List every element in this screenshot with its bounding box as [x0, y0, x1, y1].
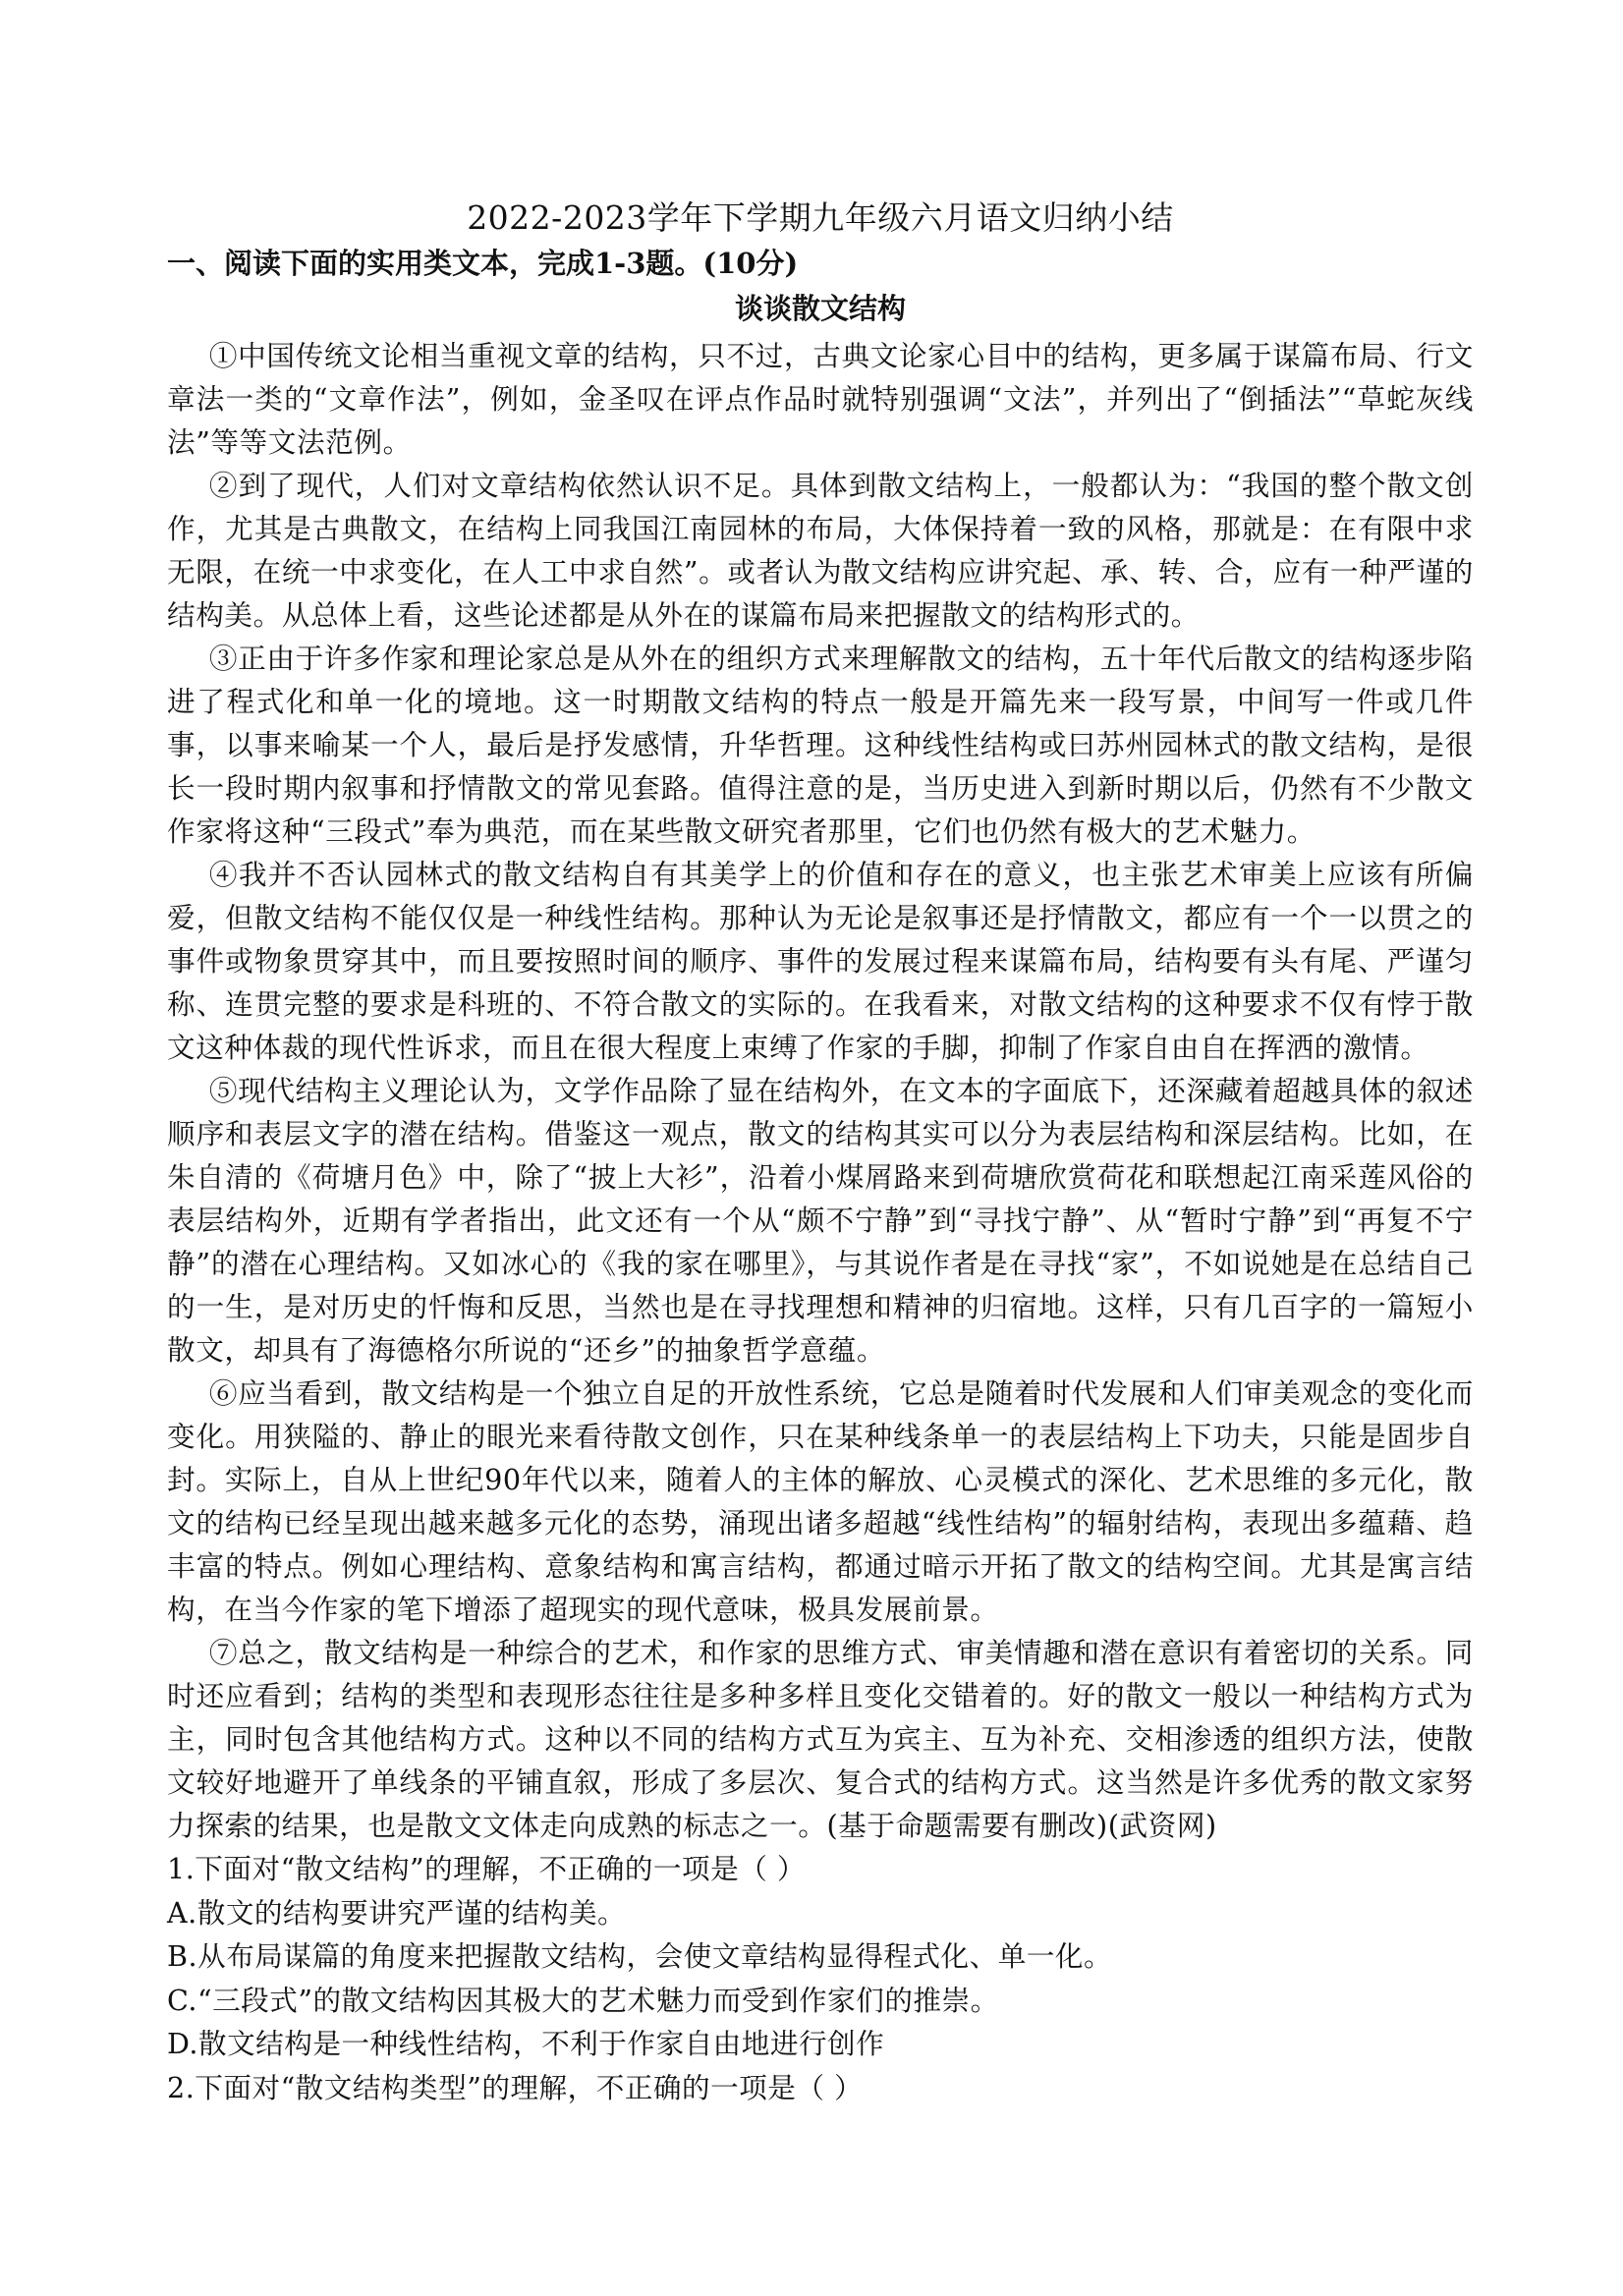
question-1-option-b: B.从布局谋篇的角度来把握散文结构，会使文章结构显得程式化、单一化。: [167, 1939, 1113, 1973]
article-paragraph: ③正由于许多作家和理论家总是从外在的组织方式来理解散文的结构，五十年代后散文的结构逐步陷进了程式化和单一化的境地。这一时期散文结构的特点一般是开篇先来一段写景，中间写一件或几件事，以事来喻某一个人，最后是抒发感情，升华哲理。这种线性结构或曰苏州园林式的散文结构，是很长一段时期内叙事和抒情散文的常见套路。值得注意的是，当历史进入到新时期以后，仍然有不少散文作家将这种“三段式”奉为典范，而在某些散文研究者那里，它们也仍然有极大的艺术魅力。: [167, 642, 1474, 848]
question-1-stem: 1.下面对“散文结构”的理解，不正确的一项是（ ）: [167, 1852, 806, 1885]
question-2-stem: 2.下面对“散文结构类型”的理解，不正确的一项是（ ）: [167, 2070, 864, 2104]
article-paragraph: ⑥应当看到，散文结构是一个独立自足的开放性系统，它总是随着时代发展和人们审美观念的变化而变化。用狭隘的、静止的眼光来看待散文创作，只在某种线条单一的表层结构上下功夫，只能是固步自封。实际上，自从上世纪90年代以来，随着人的主体的解放、心灵模式的深化、艺术思维的多元化，散文的结构已经呈现出越来越多元化的态势，涌现出诸多超越“线性结构”的辐射结构，表现出多蕴藉、趋丰富的特点。例如心理结构、意象结构和寓言结构，都通过暗示开拓了散文的结构空间。尤其是寓言结构，在当今作家的笔下增添了超现实的现代意味，极具发展前景。: [167, 1376, 1474, 1626]
section-heading: 一、阅读下面的实用类文本，完成1-3题。(10分): [167, 247, 799, 280]
question-1-option-a: A.散文的结构要讲究严谨的结构美。: [167, 1895, 627, 1930]
article-paragraph: ④我并不否认园林式的散文结构自有其美学上的价值和存在的意义，也主张艺术审美上应该有所偏爱，但散文结构不能仅仅是一种线性结构。那种认为无论是叙事还是抒情散文，都应有一个一以贯之的事件或物象贯穿其中，而且要按照时间的顺序、事件的发展过程来谋篇布局，结构要有头有尾、严谨匀称、连贯完整的要求是科班的、不符合散文的实际的。在我看来，对散文结构的这种要求不仅有悖于散文这种体裁的现代性诉求，而且在很大程度上束缚了作家的手脚，抑制了作家自由自在挥洒的激情。: [167, 858, 1474, 1064]
question-1-option-d: D.散文结构是一种线性结构，不利于作家自由地进行创作: [167, 2027, 885, 2060]
page-content: [167, 195, 1474, 2109]
article-paragraph: ⑤现代结构主义理论认为，文学作品除了显在结构外，在文本的字面底下，还深藏着超越具体的叙述顺序和表层文字的潜在结构。借鉴这一观点，散文的结构其实可以分为表层结构和深层结构。比如，在朱自清的《荷塘月色》中，除了“披上大衫”，沿着小煤屑路来到荷塘欣赏荷花和联想起江南采莲风俗的表层结构外，近期有学者指出，此文还有一个从“颇不宁静”到“寻找宁静”、从“暂时宁静”到“再复不宁静”的潜在心理结构。又如冰心的《我的家在哪里》，与其说作者是在寻找“家”，不如说她是在总结自己的一生，是对历史的忏悔和反思，当然也是在寻找理想和精神的归宿地。这样，只有几百字的一篇短小散文，却具有了海德格尔所说的“还乡”的抽象哲学意蕴。: [167, 1074, 1474, 1367]
article-paragraph: ⑦总之，散文结构是一种综合的艺术，和作家的思维方式、审美情趣和潜在意识有着密切的关系。同时还应看到；结构的类型和表现形态往往是多种多样且变化交错着的。好的散文一般以一种结构方式为主，同时包含其他结构方式。这种以不同的结构方式互为宾主、互为补充、交相渗透的组织方法，使散文较好地避开了单线条的平铺直叙，形成了多层次、复合式的结构方式。这当然是许多优秀的散文家努力探索的结果，也是散文文体走向成熟的标志之一。(基于命题需要有删改)(武资网): [167, 1636, 1474, 1842]
article-title: 谈谈散文结构: [734, 292, 906, 325]
document-title: 2022-2023学年下学期九年级六月语文归纳小结: [467, 198, 1174, 237]
question-1-option-c: C.“三段式”的散文结构因其极大的艺术魅力而受到作家们的推崇。: [167, 1983, 999, 2017]
article-paragraph: ②到了现代，人们对文章结构依然认识不足。具体到散文结构上，一般都认为：“我国的整个散文创作，尤其是古典散文，在结构上同我国江南园林的布局，大体保持着一致的风格，那就是：在有限中求无限，在统一中求变化，在人工中求自然”。或者认为散文结构应讲究起、承、转、合，应有一种严谨的结构美。从总体上看，这些论述都是从外在的谋篇布局来把握散文的结构形式的。: [167, 469, 1474, 632]
article-paragraph: ①中国传统文论相当重视文章的结构，只不过，古典文论家心目中的结构，更多属于谋篇布局、行文章法一类的“文章作法”，例如，金圣叹在评点作品时就特别强调“文法”，并列出了“倒插法”“草蛇灰线法”等等文法范例。: [167, 339, 1474, 459]
